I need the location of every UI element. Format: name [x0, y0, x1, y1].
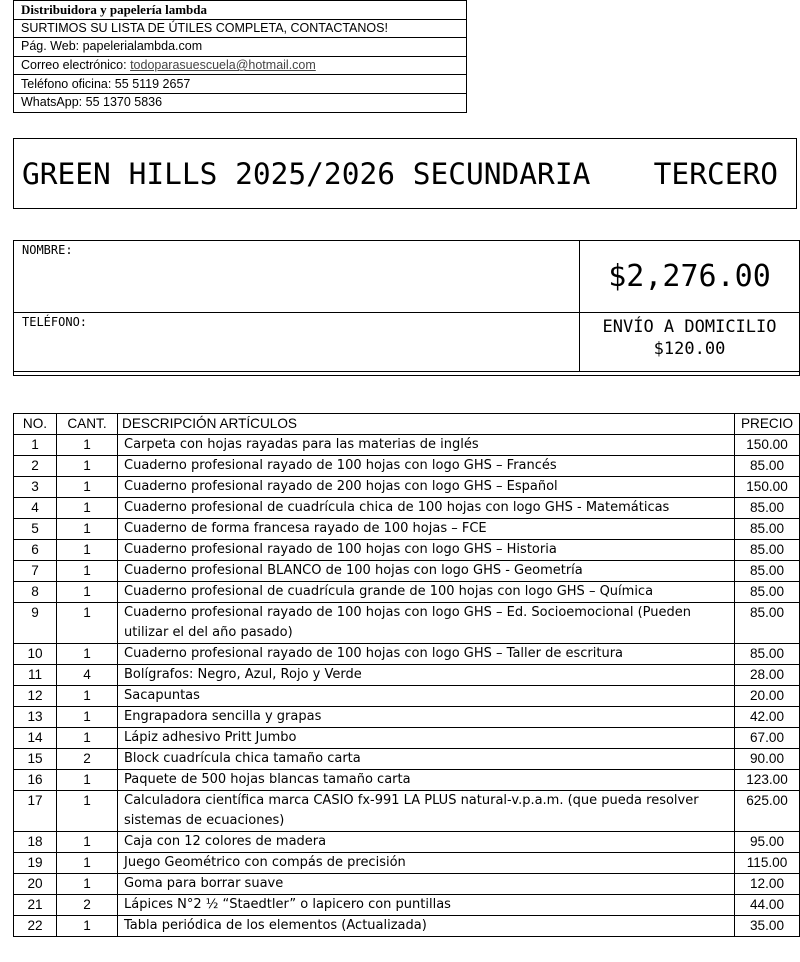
row-description: Paquete de 500 hojas blancas tamaño carta: [118, 770, 735, 791]
table-row: [14, 728, 800, 749]
table-row: [14, 582, 800, 603]
table-row: [14, 435, 800, 456]
table-row: [14, 770, 800, 791]
row-description: Goma para borrar suave: [118, 874, 735, 895]
row-number: 5: [14, 519, 57, 540]
row-price: 123.00: [735, 770, 800, 791]
list-title-box: [13, 138, 797, 209]
row-quantity: 1: [57, 728, 118, 749]
shipping-price: $120.00: [653, 339, 726, 359]
row-price: 115.00: [735, 853, 800, 874]
table-row: [14, 519, 800, 540]
row-price: 85.00: [735, 582, 800, 603]
table-row: [14, 749, 800, 770]
row-quantity: 1: [57, 540, 118, 561]
store-slogan: SURTIMOS SU LISTA DE ÚTILES COMPLETA, CONTACTANOS!: [14, 19, 467, 38]
table-row: [14, 853, 800, 874]
name-label: NOMBRE:: [22, 243, 73, 257]
row-price: 625.00: [735, 791, 800, 832]
row-description: Cuaderno profesional rayado de 100 hojas con logo GHS – Ed. Socioemocional (Pueden utilizar el del año pasado): [118, 603, 735, 644]
web-address: papelerialambda.com: [82, 39, 203, 54]
customer-box: [13, 240, 800, 376]
store-web-row: [14, 38, 467, 57]
row-quantity: 2: [57, 895, 118, 916]
row-quantity: 1: [57, 519, 118, 540]
header-qty: CANT.: [57, 414, 118, 435]
row-price: 67.00: [735, 728, 800, 749]
row-number: 6: [14, 540, 57, 561]
row-description: Cuaderno profesional rayado de 100 hojas con logo GHS – Taller de escritura: [118, 644, 735, 665]
row-quantity: 1: [57, 770, 118, 791]
row-quantity: 1: [57, 582, 118, 603]
header-description: DESCRIPCIÓN ARTÍCULOS: [118, 414, 735, 435]
row-number: 1: [14, 435, 57, 456]
store-whatsapp: WhatsApp: 55 1370 5836: [14, 93, 467, 112]
row-quantity: 1: [57, 644, 118, 665]
row-price: 12.00: [735, 874, 800, 895]
row-number: 21: [14, 895, 57, 916]
table-header-row: [14, 414, 800, 435]
row-description: Sacapuntas: [118, 686, 735, 707]
total-price: $2,276.00: [580, 241, 800, 313]
row-quantity: 1: [57, 791, 118, 832]
table-row: [14, 791, 800, 832]
row-description: Cuaderno profesional rayado de 100 hojas con logo GHS – Historia: [118, 540, 735, 561]
row-price: 35.00: [735, 916, 800, 937]
row-number: 3: [14, 477, 57, 498]
row-number: 12: [14, 686, 57, 707]
grade-label: TERCERO: [653, 156, 778, 191]
store-name: Distribuidora y papelería lambda: [14, 1, 467, 20]
table-row: [14, 477, 800, 498]
row-number: 7: [14, 561, 57, 582]
table-row: [14, 644, 800, 665]
row-description: Cuaderno profesional de cuadrícula grande de 100 hojas con logo GHS – Química: [118, 582, 735, 603]
header-price: PRECIO: [735, 414, 800, 435]
row-number: 17: [14, 791, 57, 832]
store-info-box: [13, 0, 467, 113]
store-phone: Teléfono oficina: 55 5119 2657: [14, 75, 467, 94]
table-row: [14, 540, 800, 561]
row-price: 85.00: [735, 603, 800, 644]
row-quantity: 1: [57, 853, 118, 874]
phone-label: TELÉFONO:: [22, 315, 88, 329]
row-quantity: 1: [57, 498, 118, 519]
row-quantity: 1: [57, 874, 118, 895]
row-description: Tabla periódica de los elementos (Actualizada): [118, 916, 735, 937]
row-description: Cuaderno profesional rayado de 100 hojas con logo GHS – Francés: [118, 456, 735, 477]
row-price: 85.00: [735, 561, 800, 582]
row-price: 90.00: [735, 749, 800, 770]
row-number: 13: [14, 707, 57, 728]
row-description: Lápiz adhesivo Pritt Jumbo: [118, 728, 735, 749]
row-number: 15: [14, 749, 57, 770]
row-price: 85.00: [735, 644, 800, 665]
row-description: Bolígrafos: Negro, Azul, Rojo y Verde: [118, 665, 735, 686]
row-number: 8: [14, 582, 57, 603]
table-row: [14, 603, 800, 644]
row-description: Block cuadrícula chica tamaño carta: [118, 749, 735, 770]
row-description: Juego Geométrico con compás de precisión: [118, 853, 735, 874]
row-price: 85.00: [735, 498, 800, 519]
row-price: 44.00: [735, 895, 800, 916]
name-field[interactable]: [14, 241, 580, 313]
row-price: 28.00: [735, 665, 800, 686]
row-quantity: 4: [57, 665, 118, 686]
row-price: 85.00: [735, 540, 800, 561]
table-row: [14, 665, 800, 686]
table-row: [14, 456, 800, 477]
items-table: [13, 413, 800, 937]
divider: [14, 372, 800, 376]
table-row: [14, 498, 800, 519]
row-description: Engrapadora sencilla y grapas: [118, 707, 735, 728]
list-title: GREEN HILLS 2025/2026 SECUNDARIA: [22, 156, 591, 191]
row-price: 85.00: [735, 519, 800, 540]
row-number: 20: [14, 874, 57, 895]
row-quantity: 1: [57, 561, 118, 582]
row-number: 18: [14, 832, 57, 853]
table-row: [14, 707, 800, 728]
table-row: [14, 874, 800, 895]
header-no: NO.: [14, 414, 57, 435]
store-email-row: [14, 56, 467, 75]
row-number: 22: [14, 916, 57, 937]
row-number: 2: [14, 456, 57, 477]
row-number: 14: [14, 728, 57, 749]
shipping-label: ENVÍO A DOMICILIO: [602, 317, 777, 337]
email-label: Correo electrónico:: [21, 58, 131, 73]
row-price: 20.00: [735, 686, 800, 707]
row-price: 95.00: [735, 832, 800, 853]
row-quantity: 1: [57, 707, 118, 728]
row-description: Caja con 12 colores de madera: [118, 832, 735, 853]
row-number: 10: [14, 644, 57, 665]
row-description: Cuaderno profesional rayado de 200 hojas con logo GHS – Español: [118, 477, 735, 498]
row-description: Cuaderno de forma francesa rayado de 100 hojas – FCE: [118, 519, 735, 540]
row-price: 85.00: [735, 456, 800, 477]
row-quantity: 1: [57, 456, 118, 477]
row-number: 11: [14, 665, 57, 686]
web-label: Pág. Web:: [21, 39, 83, 54]
row-description: Carpeta con hojas rayadas para las materias de inglés: [118, 435, 735, 456]
row-number: 19: [14, 853, 57, 874]
row-description: Cuaderno profesional de cuadrícula chica de 100 hojas con logo GHS - Matemáticas: [118, 498, 735, 519]
row-number: 16: [14, 770, 57, 791]
row-price: 150.00: [735, 477, 800, 498]
row-description: Cuaderno profesional BLANCO de 100 hojas con logo GHS - Geometría: [118, 561, 735, 582]
row-quantity: 2: [57, 749, 118, 770]
row-number: 4: [14, 498, 57, 519]
email-link[interactable]: todoparasuescuela@hotmail.com: [130, 58, 316, 73]
row-quantity: 1: [57, 686, 118, 707]
phone-field[interactable]: [14, 313, 580, 372]
shipping-cell: [580, 313, 800, 372]
table-row: [14, 561, 800, 582]
table-row: [14, 895, 800, 916]
row-quantity: 1: [57, 832, 118, 853]
table-row: [14, 686, 800, 707]
row-number: 9: [14, 603, 57, 644]
row-quantity: 1: [57, 477, 118, 498]
table-row: [14, 832, 800, 853]
row-price: 150.00: [735, 435, 800, 456]
row-quantity: 1: [57, 435, 118, 456]
row-description: Calculadora científica marca CASIO fx-991 LA PLUS natural-v.p.a.m. (que pueda resolver sistemas de ecuaciones): [118, 791, 735, 832]
row-quantity: 1: [57, 916, 118, 937]
row-price: 42.00: [735, 707, 800, 728]
row-quantity: 1: [57, 603, 118, 644]
row-description: Lápices N°2 ½ “Staedtler” o lapicero con puntillas: [118, 895, 735, 916]
table-row: [14, 916, 800, 937]
